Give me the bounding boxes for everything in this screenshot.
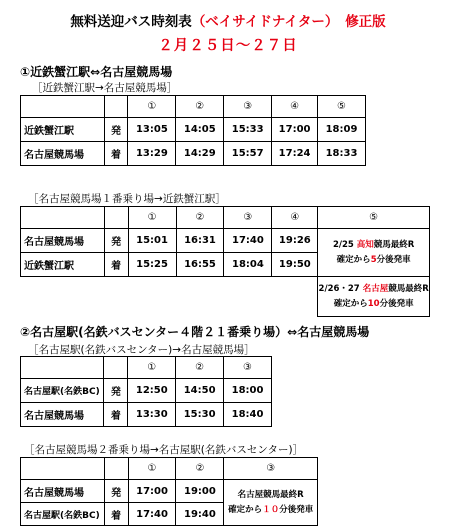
col-header: ③ (224, 458, 318, 480)
stop-type: 着 (104, 253, 128, 277)
time-cell: 18:00 (224, 379, 272, 403)
title-main: 無料送迎バス時刻表 (70, 14, 192, 30)
time-cell: 13:29 (128, 142, 176, 166)
col-header: ③ (224, 357, 272, 379)
stop-name: 名古屋競馬場 (21, 229, 105, 253)
table-header-row (21, 458, 318, 480)
time-cell: 15:25 (128, 253, 176, 277)
col-header: ⑤ (318, 96, 366, 118)
table-row (21, 229, 430, 253)
col-header: ① (128, 458, 176, 480)
time-cell: 19:40 (176, 503, 224, 526)
col-header: ② (176, 357, 224, 379)
time-cell: 19:26 (272, 229, 318, 253)
stop-name: 名古屋駅(名鉄BC) (21, 379, 104, 403)
route2-heading: ②名古屋駅(名鉄バスセンター４階２１番乗り場）⇔名古屋競馬場 (20, 325, 370, 339)
route2-table2-caption: ［名古屋競馬場２番乗り場→名古屋駅(名鉄バスセンター)］ (24, 444, 304, 456)
time-cell: 13:30 (128, 403, 176, 427)
route1-return-table (20, 206, 430, 317)
table-row (21, 277, 430, 317)
route1-table2-caption: ［名古屋競馬場１番乗り場→近鉄蟹江駅］ (28, 193, 226, 205)
route2-outbound-table (20, 356, 272, 427)
stop-type: 着 (104, 142, 128, 166)
time-cell: 12:50 (128, 379, 176, 403)
stop-name: 近鉄蟹江駅 (21, 253, 105, 277)
stop-type: 発 (104, 480, 128, 503)
stop-type: 発 (104, 229, 128, 253)
time-cell: 13:05 (128, 118, 176, 142)
date-range: ２月２５日～２７日 (158, 38, 298, 54)
col-header: ① (128, 96, 176, 118)
col-header: ⑤ (318, 207, 430, 229)
time-cell: 18:33 (318, 142, 366, 166)
stop-name: 近鉄蟹江駅 (21, 118, 105, 142)
time-cell: 16:31 (176, 229, 224, 253)
time-cell: 17:40 (224, 229, 272, 253)
stop-type: 発 (104, 379, 128, 403)
time-cell: 18:40 (224, 403, 272, 427)
table-header-row (21, 96, 366, 118)
time-cell: 14:29 (176, 142, 224, 166)
final-race-note: 2/26・27 名古屋競馬最終R 確定から10分後発車 (318, 277, 430, 317)
time-cell: 15:33 (224, 118, 272, 142)
col-header: ① (128, 357, 176, 379)
col-header: ④ (272, 96, 318, 118)
stop-type: 発 (104, 118, 128, 142)
route1-heading: ①近鉄蟹江駅⇔名古屋競馬場 (20, 65, 173, 79)
time-cell: 19:00 (176, 480, 224, 503)
route1-table1-caption: ［近鉄蟹江駅→名古屋競馬場］ (32, 82, 178, 94)
table-row (21, 480, 318, 503)
col-header: ④ (272, 207, 318, 229)
stop-type: 着 (104, 403, 128, 427)
time-cell: 15:30 (176, 403, 224, 427)
title-event: （ベイサイドナイター） (191, 14, 332, 30)
stop-name: 名古屋競馬場 (21, 142, 105, 166)
time-cell: 18:04 (224, 253, 272, 277)
table-header-row (21, 207, 430, 229)
time-cell: 17:00 (272, 118, 318, 142)
route2-return-table (20, 457, 318, 526)
stop-name: 名古屋競馬場 (21, 480, 105, 503)
time-cell: 14:05 (176, 118, 224, 142)
time-cell: 16:55 (176, 253, 224, 277)
table-row (21, 379, 272, 403)
stop-type: 着 (104, 503, 128, 526)
time-cell: 17:40 (128, 503, 176, 526)
col-header: ② (176, 458, 224, 480)
time-cell: 17:00 (128, 480, 176, 503)
time-cell: 15:01 (128, 229, 176, 253)
stop-name: 名古屋競馬場 (21, 403, 104, 427)
table-row (21, 118, 366, 142)
route1-outbound-table (20, 95, 366, 166)
time-cell: 17:24 (272, 142, 318, 166)
col-header: ② (176, 96, 224, 118)
col-header: ③ (224, 207, 272, 229)
col-header: ① (128, 207, 176, 229)
time-cell: 15:57 (224, 142, 272, 166)
page-title (0, 10, 456, 30)
final-race-note: 2/25 高知競馬最終R 確定から5分後発車 (318, 229, 430, 277)
stop-name: 名古屋駅(名鉄BC) (21, 503, 105, 526)
time-cell: 19:50 (272, 253, 318, 277)
col-header: ② (176, 207, 224, 229)
table-row (21, 142, 366, 166)
time-cell: 18:09 (318, 118, 366, 142)
route2-table1-caption: ［名古屋駅(名鉄バスセンター)→名古屋競馬場］ (28, 344, 255, 356)
final-race-note: 名古屋競馬最終R 確定から１０分後発車 (224, 480, 318, 526)
time-cell: 14:50 (176, 379, 224, 403)
table-header-row (21, 357, 272, 379)
table-row (21, 403, 272, 427)
col-header: ③ (224, 96, 272, 118)
title-revision: 修正版 (345, 14, 386, 30)
